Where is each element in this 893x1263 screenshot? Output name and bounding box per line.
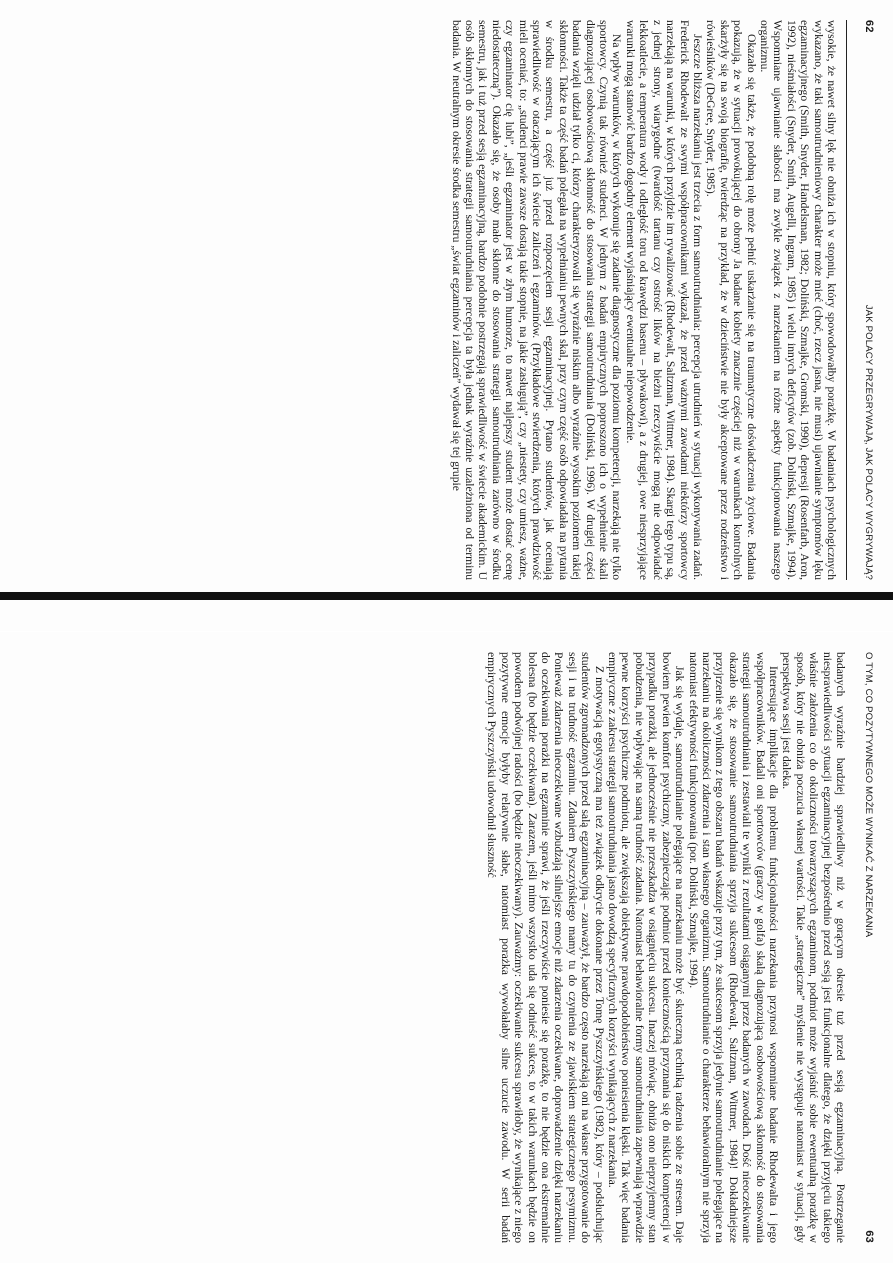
page-header	[857, 20, 875, 580]
body-text	[449, 20, 838, 580]
paragraph: Z motywacją egotystyczną ma też związek odkrycie dokonane przez Tomę Pyszczyńskiego (1982), który – podsłuchując studentów zgromadzonych przed salą egzaminacyjną – zauważył, że bardzo często narzekają oni na własne przygotowanie do sesji i na trudność egzaminu. Zdaniem Pyszczyńskiego mamy tu do czynienia ze zjawiskiem strategicznego pesymizmu. Ponieważ zdarzenia nieoczekiwane wzbudzają silniejsze emocje niż zdarzenia oczekiwane, doprowadzenie dzięki narzekaniu do oczekiwania porażki na egzaminie sprawi, że jeśli rzeczywiście poniesie się porażkę, to nie będzie ona ekstremalnie bolesna (bo będzie oczekiwana). Zarazem, jeśli mimo wszystko uda się odnieść sukces, to w takich warunkach będzie on powodem podwójnej radości (bo będzie nieoczekiwany). Zauważmy: oczekiwanie sukcesu sprawiłoby, że wynikające z niego pozytywne emocje byłyby relatywnie słabe, natomiast porażka wywołałaby silne uczucie zawodu. W serii badań empirycznych Pyszczyński udowodnił słuszność	[485, 652, 606, 1243]
paragraph: badanych wyraźnie bardziej sprawiedliwy niż w gorącym okresie tuż przed sesją egzaminacyjną. Postrzeganie niesprawiedliwości sytuacji egzaminacyjnej bezpośrednio przed sesją jest funkcjonalne dlatego, że dzięki przyjęciu takiego właśnie założenia co do okoliczności towarzyszących egzaminom, podmiot może wyjaśnić sobie ewentualną porażkę w sposób, który nie obniża poczucia własnej wartości. Takie „strategiczne” myślenie nie występuje natomiast w sytuacji, gdy perspektywa sesji jest daleka.	[780, 652, 847, 1243]
page-63	[0, 632, 893, 1263]
page-63-content	[0, 632, 893, 1263]
paragraph: wysokie, że nawet silny lęk nie obniża ich w stopniu, który spowodowałby porażkę. W badaniach psychologicznych wykazano, że taki samoutrudnieniowy charakter może mieć (choć, rzecz jasna, nie musi) ujawnianie symptomów lęku egzaminacyjnego (Smith, Snyder, Handelsman, 1982; Doliński, Szmajke, Gromski, 1990), depresji (Rosenfarb, Aron, 1992), nieśmiałości (Snyder, Smith, Augelli, Ingram, 1985) i wielu innych deficytów (zob. Doliński, Szmajke, 1994). Wspomniane ujawnianie słabości ma zwykle związek z narzekaniem na różne aspekty funkcjonowania naszego organizmu.	[757, 20, 838, 580]
page-number: 63	[863, 1230, 875, 1243]
paragraph: Interesujące implikacje dla problemu funkcjonalności narzekania przynosi wspomniane badanie Rhodewalta i jego współpracowników. Badali oni sportowców (graczy w golfa) skalą diagnozującą osobowościową skłonność do stosowania strategii samoutrudniania i zestawiali te wyniki z rezultatami osiąganymi przez badanych w zawodach. Dość nieoczekiwanie okazało się, że stosowanie samoutrudniania sprzyja sukcesom (Rhodewalt, Saltzman, Wittmer, 1984)! Dokładniejsze przyjrzenie się wynikom z tego obszaru badań wskazuje przy tym, że sukcesom sprzyja jedynie samoutrudnianie polegające na narzekaniu na okoliczności zdarzenia i stan własnego organizmu. Samoutrudnianie o charakterze behawioralnym nie sprzyja natomiast efektywności funkcjonowania (por. Doliński, Szmajke, 1994).	[686, 652, 780, 1243]
paragraph: Na wpływ warunków, w których wykonuje się zadanie diagnostyczne dla poziomu kompetencji, narzekają nie tylko sportowcy. Czynią tak również studenci. W jednym z badań empirycznych poproszono ich o wypełnienie skali diagnozującej osobowościową skłonność do stosowania strategii samoutrudniania (Doliński, 1996). W drugiej części badania wzięli udział tylko ci, którzy charakteryzowali się wyraźnie niskim albo wyraźnie wysokim poziomem takiej skłonności. Także ta część badań polegała na wypełnianiu pewnych skal, przy czym część osób odpowiadała na pytania w środku semestru, a część już przed rozpoczęciem sesji egzaminacyjnej. Pytano studentów, jak oceniają sprawiedliwość w otaczającym ich świecie zaliczeń i egzaminów. (Przykładowe stwierdzenia, których prawdziwość mieli oceniać, to: „studenci prawie zawsze dostają takie stopnie, na jakie zasługują”, czy „niestety, czy umiesz, ważne, czy egzaminator cię lubi”, „jeśli egzaminator jest w złym humorze, to nawet najlepszy student może dostać ocenę niedostateczną”). Okazało się, że osoby mało skłonne do stosowania strategii samoutrudniania zarówno w środku semestru, jak i tuż przed sesją egzaminacyjną, bardzo podobnie postrzegają sprawiedliwość w świecie akademickim. U osób skłonnych do stosowania strategii samoutrudniania percepcja ta była jednak wyraźnie uzależniona od terminu badania. W neutralnym okresie środka semestru „świat egzaminów i zaliczeń” wydawał się tej grupie	[449, 20, 624, 580]
paragraph: Jak się wydaje, samoutrudnianie polegające na narzekaniu może być skuteczną techniką radzenia sobie ze stresem. Daje bowiem pewien komfort psychiczny, zabezpieczając podmiot przed koniecznością przyznania się do niskich kompetencji w przypadku porażki, ale jednocześnie nie przeszkadza w osiągnięciu sukcesu. Inaczej mówiąc, obniża ono nieprzyjemny stan pobudzenia, nie wpływając na samą trudność zadania. Natomiast behawioralne formy samoutrudniania zapewniają wprawdzie pewne korzyści psychiczne podmiotu, ale zwiększają obiektywne prawdopodobieństwo poniesienia klęski. Tak więc badania empiryczne z zakresu strategii samoutrudniania jasno dowodzą specyficznych korzyści wynikających z narzekania.	[606, 652, 687, 1243]
page-62	[0, 0, 893, 631]
page-62-content	[0, 0, 893, 600]
header-rule	[846, 20, 847, 580]
body-text	[485, 652, 847, 1243]
page-gutter	[0, 592, 893, 600]
page-number: 62	[863, 20, 875, 33]
paragraph: Jeszcze bliższa narzekaniu jest trzecia z form samoutrudniania: percepcja utrudnień w sytuacji wykonywania zadań. Frederick Rhodewalt ze swymi współpracownikami wykazał, że przed ważnymi zawodami niektórzy sportowcy narzekają na warunki, w których przyjdzie im rywalizować (Rhodewalt, Saltzman, Wittmer, 1984). Skargi tego typu są, z jednej strony, wiarygodne (twardość tartanu czy ostrość lików na bieżni rzeczywiście mogą nie odpowiadać lekkoatlecie, a temperatura wody i odległość toru od krawędzi basenu – pływakowi), a z drugiej, owe niesprzyjające warunki mogą stanowić bardzo dogodny element wyjaśniający ewentualne niepowodzenie.	[623, 20, 704, 580]
running-head: O TYM, CO POZYTYWNEGO MOŻE WYNIKAĆ Z NARZEKANIA	[863, 652, 874, 938]
paragraph: Okazało się także, że podobną rolę może pełnić uskarżanie się na traumatyczne doświadczenia życiowe. Badania pokazują, że w sytuacji prowokującej do obrony Ja badane kobiety znacznie częściej niż w warunkach kontrolnych skarżyły się na swoją biografię, twierdząc na przykład, że w dzieciństwie nie były akceptowane przez rodzeństwo i rówieśników (DeGree, Snyder, 1985).	[704, 20, 758, 580]
running-head: JAK POLACY PRZEGRYWAJĄ, JAK POLACY WYGRYWAJĄ?	[863, 304, 874, 580]
page-header	[857, 652, 875, 1243]
